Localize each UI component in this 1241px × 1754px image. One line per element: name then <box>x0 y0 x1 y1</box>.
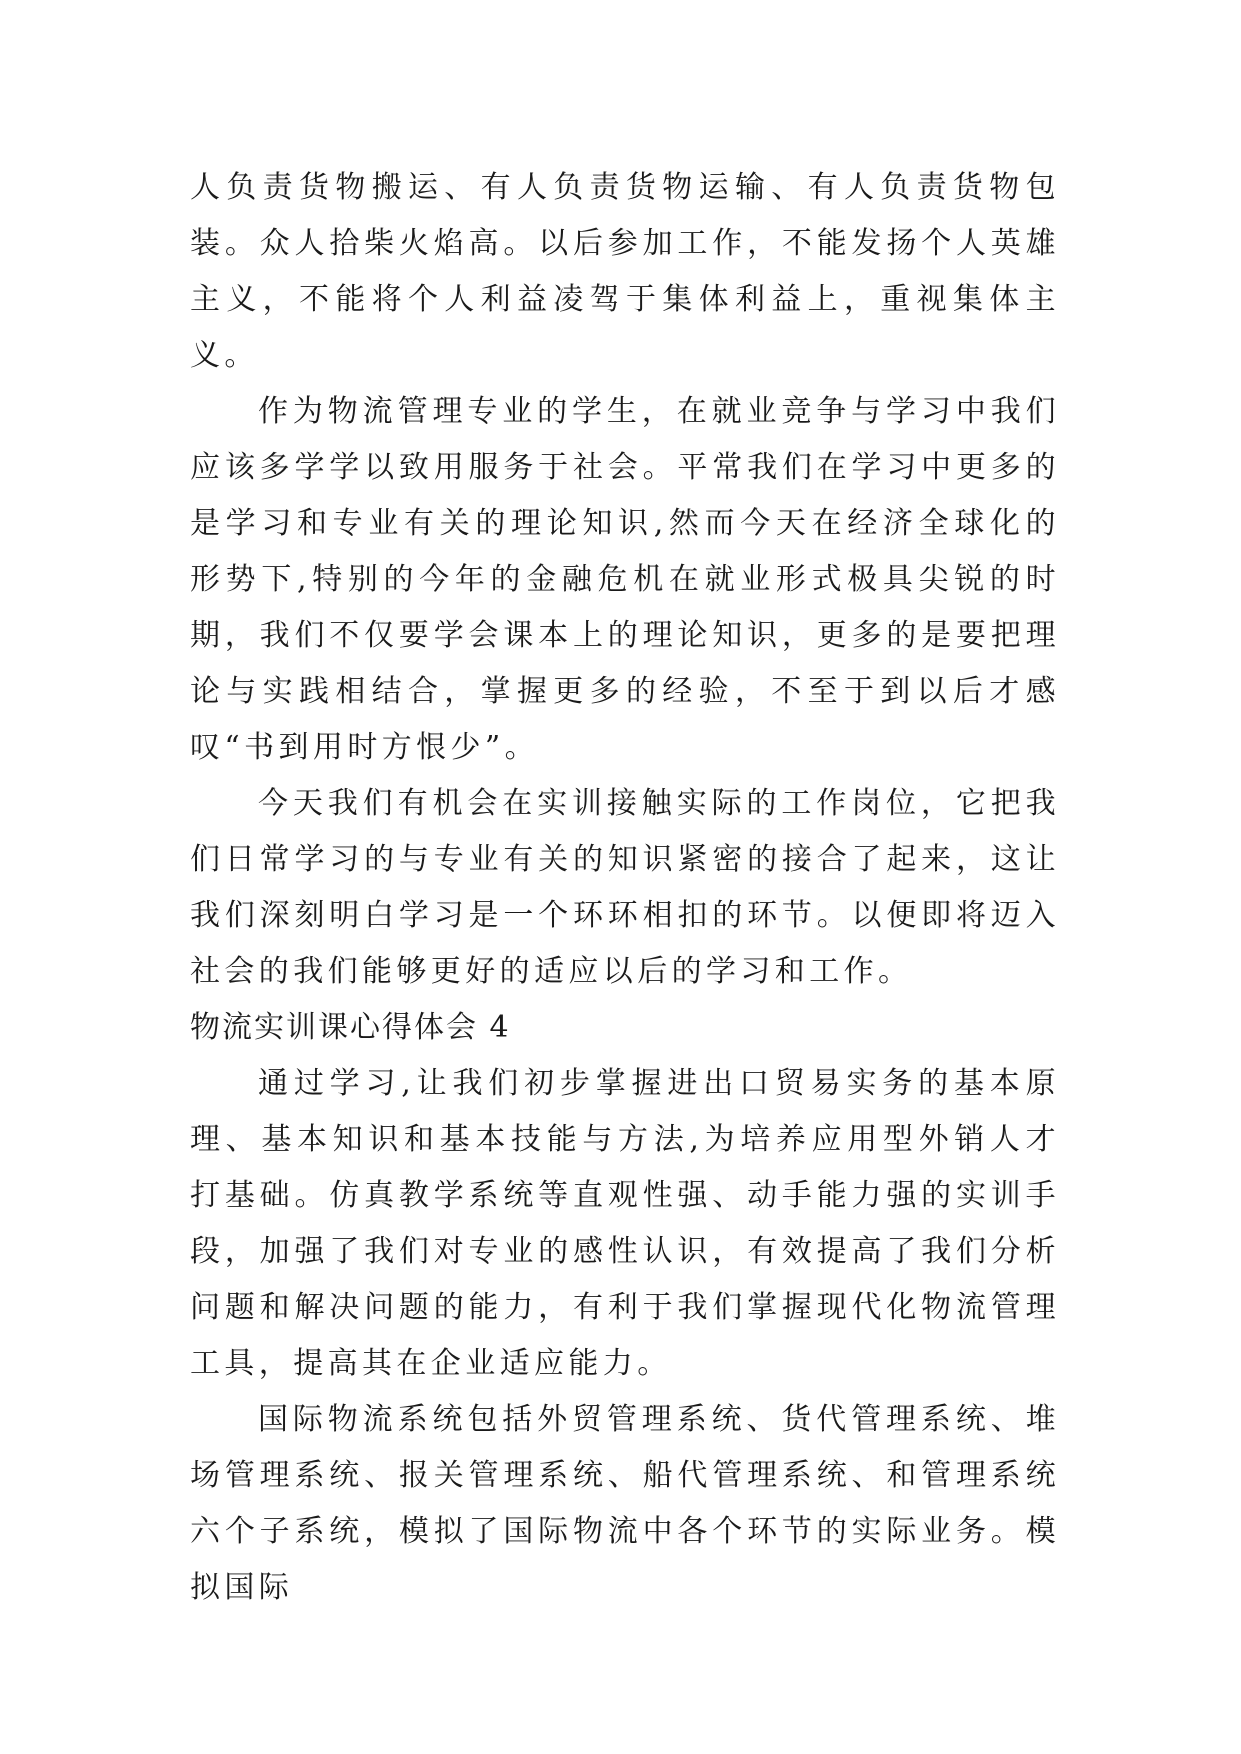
paragraph-5: 国际物流系统包括外贸管理系统、货代管理系统、堆场管理系统、报关管理系统、船代管理系统、和管理系统六个子系统，模拟了国际物流中各个环节的实际业务。模拟国际 <box>190 1402 1060 1605</box>
paragraph-3: 今天我们有机会在实训接触实际的工作岗位，它把我们日常学习的与专业有关的知识紧密的接合了起来，这让我们深刻明白学习是一个环环相扣的环节。以便即将迈入社会的我们能够更好的适应以后的学习和工作。 <box>190 786 1060 989</box>
paragraph-4: 通过学习,让我们初步掌握进出口贸易实务的基本原理、基本知识和基本技能与方法,为培养应用型外销人才打基础。仿真教学系统等直观性强、动手能力强的实训手段，加强了我们对专业的感性认识，有效提高了我们分析问题和解决问题的能力，有利于我们掌握现代化物流管理工具，提高其在企业适应能力。 <box>190 1066 1060 1381</box>
paragraph-2: 作为物流管理专业的学生，在就业竞争与学习中我们应该多学学以致用服务于社会。平常我们在学习中更多的是学习和专业有关的理论知识,然而今天在经济全球化的形势下,特别的今年的金融危机在就业形式极具尖锐的时期，我们不仅要学会课本上的理论知识，更多的是要把理论与实践相结合，掌握更多的经验，不至于到以后才感叹“书到用时方恨少”。 <box>190 394 1060 765</box>
document-body <box>190 160 1060 1616</box>
paragraph-1: 人负责货物搬运、有人负责货物运输、有人负责货物包装。众人拾柴火焰高。以后参加工作，不能发扬个人英雄主义，不能将个人利益凌驾于集体利益上，重视集体主义。 <box>190 170 1060 373</box>
section-heading: 物流实训课心得体会 4 <box>190 1010 511 1045</box>
